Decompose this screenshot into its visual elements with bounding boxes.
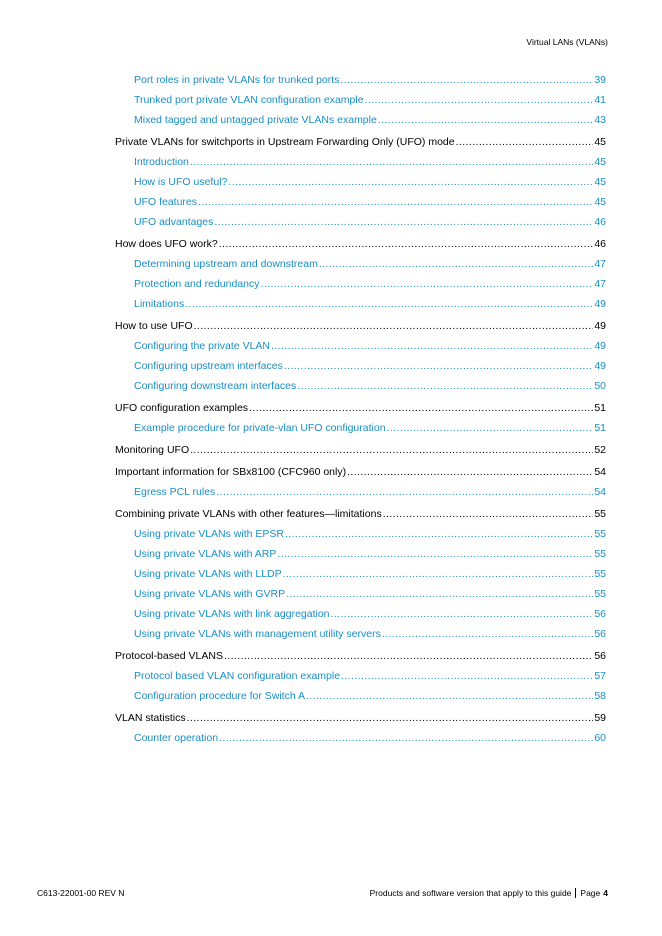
toc-entry-label: Configuring downstream interfaces [134,380,297,392]
toc-entry-label: Using private VLANs with LLDP [134,568,282,580]
dot-leader [285,528,593,541]
toc-entry-label: Protocol based VLAN configuration example [134,670,341,682]
toc-entry-page: 56 [594,628,606,640]
dot-leader [319,258,593,271]
toc-entry-page: 56 [594,608,606,620]
dot-leader [341,670,593,683]
dot-leader [185,298,593,311]
toc-section-link[interactable] [115,238,606,251]
toc-section-link[interactable] [115,136,606,149]
toc-entry-label: Example procedure for private-vlan UFO configuration [134,422,386,434]
toc-entry-label: Important information for SBx8100 (CFC960 only) [115,466,347,478]
toc-section-link[interactable] [115,712,606,725]
toc-entry-label: Using private VLANs with link aggregation [134,608,330,620]
dot-leader [284,360,593,373]
toc-entry-page: 55 [594,588,606,600]
footer-divider [575,888,576,898]
toc-entry-label: Using private VLANs with management utility servers [134,628,381,640]
dot-leader [216,486,593,499]
toc-subsection-link[interactable] [115,278,606,291]
toc-subsection-link[interactable] [115,670,606,683]
toc-entry-page: 57 [594,670,606,682]
dot-leader [277,548,593,561]
toc-entry-label: Private VLANs for switchports in Upstream Forwarding Only (UFO) mode [115,136,455,148]
table-of-contents [115,74,606,745]
toc-entry-label: Combining private VLANs with other features—limitations [115,508,382,520]
toc-entry-label: How does UFO work? [115,238,218,250]
toc-entry-page: 45 [594,136,606,148]
dot-leader [224,650,593,663]
dot-leader [340,74,593,87]
toc-subsection-link[interactable] [115,216,606,229]
toc-subsection-link[interactable] [115,732,606,745]
toc-entry-page: 56 [594,650,606,662]
toc-entry-page: 60 [594,732,606,744]
dot-leader [286,588,593,601]
page-number: 4 [603,888,608,898]
chapter-title: Virtual LANs (VLANs) [526,37,608,47]
dot-leader [306,690,593,703]
toc-subsection-link[interactable] [115,156,606,169]
toc-entry-page: 39 [594,74,606,86]
toc-entry-label: Configuring the private VLAN [134,340,270,352]
toc-entry-label: Using private VLANs with GVRP [134,588,286,600]
toc-entry-page: 50 [594,380,606,392]
dot-leader [331,608,594,621]
toc-subsection-link[interactable] [115,548,606,561]
toc-entry-page: 45 [594,156,606,168]
toc-entry-label: Limitations [134,298,185,310]
toc-entry-page: 45 [594,196,606,208]
toc-entry-label: Protocol-based VLANS [115,650,223,662]
toc-section-link[interactable] [115,320,606,333]
toc-section-link[interactable] [115,444,606,457]
toc-subsection-link[interactable] [115,74,606,87]
toc-entry-page: 52 [594,444,606,456]
toc-subsection-link[interactable] [115,196,606,209]
dot-leader [283,568,594,581]
toc-entry-page: 49 [594,340,606,352]
toc-entry-label: Using private VLANs with ARP [134,548,277,560]
dot-leader [261,278,594,291]
guide-text: Products and software version that apply to this guide [369,888,572,898]
toc-subsection-link[interactable] [115,258,606,271]
toc-entry-page: 58 [594,690,606,702]
footer-guide-info [370,888,608,898]
dot-leader [271,340,593,353]
toc-subsection-link[interactable] [115,176,606,189]
toc-subsection-link[interactable] [115,486,606,499]
toc-subsection-link[interactable] [115,422,606,435]
toc-entry-page: 49 [594,298,606,310]
toc-section-link[interactable] [115,508,606,521]
dot-leader [219,732,593,745]
document-id: C613-22001-00 REV N [37,888,125,898]
toc-entry-label: UFO configuration examples [115,402,249,414]
toc-entry-label: Configuring upstream interfaces [134,360,283,372]
page-label: Page [580,888,601,898]
toc-entry-label: How is UFO useful? [134,176,228,188]
dot-leader [365,94,594,107]
dot-leader [387,422,594,435]
toc-subsection-link[interactable] [115,114,606,127]
toc-entry-label: UFO features [134,196,198,208]
toc-entry-page: 47 [594,258,606,270]
toc-entry-page: 49 [594,360,606,372]
dot-leader [219,238,594,251]
toc-entry-label: Using private VLANs with EPSR [134,528,284,540]
dot-leader [383,508,594,521]
toc-entry-label: Introduction [134,156,189,168]
toc-entry-page: 43 [594,114,606,126]
dot-leader [297,380,593,393]
toc-entry-page: 55 [594,568,606,580]
dot-leader [187,712,594,725]
toc-subsection-link[interactable] [115,380,606,393]
toc-entry-page: 54 [594,466,606,478]
toc-entry-page: 45 [594,176,606,188]
toc-entry-label: Counter operation [134,732,219,744]
toc-entry-label: Port roles in private VLANs for trunked ports [134,74,340,86]
dot-leader [456,136,594,149]
dot-leader [214,216,593,229]
toc-section-link[interactable] [115,650,606,663]
toc-subsection-link[interactable] [115,298,606,311]
toc-entry-label: Monitoring UFO [115,444,190,456]
dot-leader [198,196,593,209]
toc-subsection-link[interactable] [115,628,606,641]
toc-entry-page: 47 [594,278,606,290]
toc-subsection-link[interactable] [115,528,606,541]
toc-subsection-link[interactable] [115,568,606,581]
toc-entry-label: Mixed tagged and untagged private VLANs example [134,114,377,126]
dot-leader [378,114,593,127]
dot-leader [382,628,593,641]
toc-entry-label: Trunked port private VLAN configuration example [134,94,364,106]
dot-leader [194,320,594,333]
toc-entry-label: Egress PCL rules [134,486,216,498]
toc-subsection-link[interactable] [115,360,606,373]
toc-subsection-link[interactable] [115,690,606,703]
dot-leader [190,156,593,169]
toc-entry-page: 46 [594,216,606,228]
toc-section-link[interactable] [115,402,606,415]
dot-leader [190,444,593,457]
toc-entry-page: 55 [594,528,606,540]
toc-entry-page: 55 [594,508,606,520]
toc-entry-label: Determining upstream and downstream [134,258,318,270]
dot-leader [228,176,593,189]
toc-entry-label: UFO advantages [134,216,214,228]
toc-section-link[interactable] [115,466,606,479]
dot-leader [347,466,593,479]
toc-subsection-link[interactable] [115,608,606,621]
toc-subsection-link[interactable] [115,340,606,353]
toc-entry-label: VLAN statistics [115,712,186,724]
toc-entry-page: 46 [594,238,606,250]
toc-entry-label: Protection and redundancy [134,278,260,290]
toc-entry-page: 55 [594,548,606,560]
toc-entry-page: 54 [594,486,606,498]
toc-subsection-link[interactable] [115,94,606,107]
toc-entry-page: 51 [594,402,606,414]
toc-entry-label: Configuration procedure for Switch A [134,690,306,702]
toc-entry-label: How to use UFO [115,320,193,332]
toc-entry-page: 59 [594,712,606,724]
toc-entry-page: 49 [594,320,606,332]
toc-subsection-link[interactable] [115,588,606,601]
dot-leader [249,402,593,415]
toc-entry-page: 41 [594,94,606,106]
toc-entry-page: 51 [594,422,606,434]
